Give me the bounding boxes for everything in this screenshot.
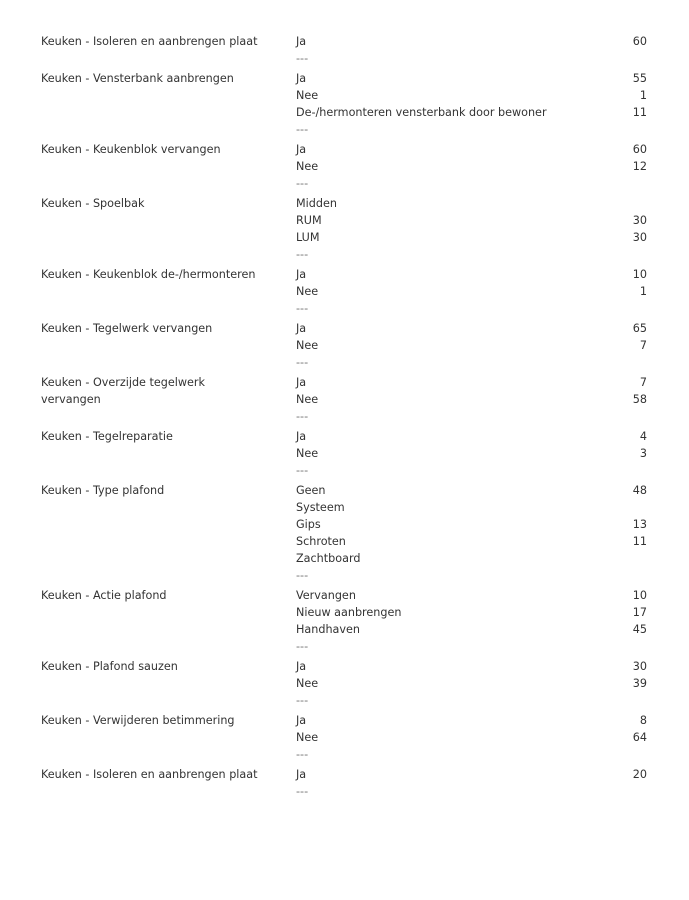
separator: --- bbox=[296, 464, 309, 477]
question-block bbox=[41, 658, 647, 712]
answer-row bbox=[296, 229, 647, 246]
answer-count: 12 bbox=[632, 160, 647, 173]
answer-row bbox=[296, 70, 647, 87]
answer-count: 58 bbox=[632, 393, 647, 406]
answer-row bbox=[296, 33, 647, 50]
question-label: Keuken - Plafond sauzen bbox=[41, 660, 178, 673]
answer-name: Vervangen bbox=[296, 589, 356, 602]
question-block bbox=[41, 482, 647, 587]
answer-count: 20 bbox=[632, 768, 647, 781]
question-block bbox=[41, 374, 647, 428]
answer-list bbox=[296, 482, 647, 587]
answer-row bbox=[296, 675, 647, 692]
answer-count: 10 bbox=[632, 268, 647, 281]
answer-name: Ja bbox=[296, 35, 307, 48]
answer-count: 55 bbox=[632, 72, 647, 85]
answer-name: Nee bbox=[296, 677, 319, 690]
answer-name: Ja bbox=[296, 768, 307, 781]
question-label: Keuken - Tegelwerk vervangen bbox=[41, 322, 213, 335]
results-list bbox=[41, 33, 647, 803]
answer-count: 13 bbox=[632, 518, 647, 531]
answer-row bbox=[296, 621, 647, 638]
answer-row bbox=[296, 445, 647, 462]
answer-count: 1 bbox=[639, 89, 647, 102]
answer-row bbox=[296, 587, 647, 604]
answer-row bbox=[296, 482, 647, 499]
question-label: Keuken - Keukenblok vervangen bbox=[41, 143, 221, 156]
answer-row bbox=[296, 374, 647, 391]
answer-count: 30 bbox=[632, 231, 647, 244]
separator: --- bbox=[296, 410, 309, 423]
separator: --- bbox=[296, 302, 309, 315]
answer-name: Schroten bbox=[296, 535, 346, 548]
answer-list bbox=[296, 374, 647, 428]
answer-count: 39 bbox=[632, 677, 647, 690]
answer-name: Nee bbox=[296, 89, 319, 102]
answer-row bbox=[296, 658, 647, 675]
separator: --- bbox=[296, 640, 309, 653]
answer-name: Systeem bbox=[296, 501, 345, 514]
answer-row bbox=[296, 337, 647, 354]
answer-row bbox=[296, 158, 647, 175]
answer-row bbox=[296, 195, 647, 212]
answer-count: 3 bbox=[639, 447, 647, 460]
question-block bbox=[41, 587, 647, 658]
answer-name: Gips bbox=[296, 518, 321, 531]
answer-name: Ja bbox=[296, 430, 307, 443]
answer-name: Nee bbox=[296, 160, 319, 173]
question-block bbox=[41, 320, 647, 374]
answer-count: 30 bbox=[632, 214, 647, 227]
separator: --- bbox=[296, 569, 309, 582]
answer-row bbox=[296, 729, 647, 746]
answer-row bbox=[296, 266, 647, 283]
answer-name: Zachtboard bbox=[296, 552, 361, 565]
answer-name: Ja bbox=[296, 660, 307, 673]
separator: --- bbox=[296, 52, 309, 65]
answer-name: Midden bbox=[296, 197, 337, 210]
answer-row bbox=[296, 712, 647, 729]
answer-count: 45 bbox=[632, 623, 647, 636]
answer-count: 1 bbox=[639, 285, 647, 298]
answer-name: Ja bbox=[296, 714, 307, 727]
answer-row bbox=[296, 283, 647, 300]
answer-row bbox=[296, 604, 647, 621]
answer-row bbox=[296, 320, 647, 337]
separator: --- bbox=[296, 248, 309, 261]
answer-row bbox=[296, 516, 647, 533]
answer-name: Nee bbox=[296, 447, 319, 460]
separator: --- bbox=[296, 123, 309, 136]
question-block bbox=[41, 428, 647, 482]
answer-name: Ja bbox=[296, 143, 307, 156]
answer-count: 65 bbox=[632, 322, 647, 335]
answer-list bbox=[296, 766, 647, 803]
answer-list bbox=[296, 658, 647, 712]
answer-name: Handhaven bbox=[296, 623, 361, 636]
answer-name: Nee bbox=[296, 285, 319, 298]
answer-name: Ja bbox=[296, 72, 307, 85]
question-block bbox=[41, 33, 647, 70]
separator: --- bbox=[296, 694, 309, 707]
question-block bbox=[41, 195, 647, 266]
answer-row bbox=[296, 391, 647, 408]
answer-name: RUM bbox=[296, 214, 322, 227]
answer-count: 48 bbox=[632, 484, 647, 497]
answer-name: LUM bbox=[296, 231, 320, 244]
answer-count: 10 bbox=[632, 589, 647, 602]
answer-row bbox=[296, 141, 647, 158]
answer-name: Nee bbox=[296, 731, 319, 744]
separator: --- bbox=[296, 177, 309, 190]
answer-row bbox=[296, 87, 647, 104]
separator: --- bbox=[296, 356, 309, 369]
question-block bbox=[41, 70, 647, 141]
question-block bbox=[41, 266, 647, 320]
answer-count: 7 bbox=[639, 339, 647, 352]
question-label: Keuken - Actie plafond bbox=[41, 589, 167, 602]
question-label: Keuken - Isoleren en aanbrengen plaat bbox=[41, 35, 258, 48]
answer-row bbox=[296, 212, 647, 229]
answer-count: 8 bbox=[639, 714, 647, 727]
answer-name: Nee bbox=[296, 339, 319, 352]
answer-list bbox=[296, 33, 647, 70]
answer-name: De-/hermonteren vensterbank door bewoner bbox=[296, 106, 547, 119]
answer-list bbox=[296, 428, 647, 482]
answer-name: Nee bbox=[296, 393, 319, 406]
answer-name: Ja bbox=[296, 376, 307, 389]
question-label: Keuken - Type plafond bbox=[41, 484, 165, 497]
answer-name: Ja bbox=[296, 268, 307, 281]
separator: --- bbox=[296, 785, 309, 798]
answer-count: 30 bbox=[632, 660, 647, 673]
answer-name: Geen bbox=[296, 484, 326, 497]
answer-list bbox=[296, 141, 647, 195]
answer-count: 7 bbox=[639, 376, 647, 389]
answer-row bbox=[296, 104, 647, 121]
answer-row bbox=[296, 550, 647, 567]
answer-count: 11 bbox=[632, 535, 647, 548]
answer-list bbox=[296, 70, 647, 141]
question-label: Keuken - Keukenblok de-/hermonteren bbox=[41, 268, 256, 281]
answer-count: 64 bbox=[632, 731, 647, 744]
answer-list bbox=[296, 712, 647, 766]
question-block bbox=[41, 766, 647, 803]
answer-list bbox=[296, 195, 647, 266]
answer-row bbox=[296, 533, 647, 550]
answer-count: 11 bbox=[632, 106, 647, 119]
answer-count: 60 bbox=[632, 35, 647, 48]
answer-count: 4 bbox=[639, 430, 647, 443]
question-block bbox=[41, 712, 647, 766]
answer-name: Ja bbox=[296, 322, 307, 335]
question-label: Keuken - Vensterbank aanbrengen bbox=[41, 72, 234, 85]
answer-list bbox=[296, 587, 647, 658]
question-label: Keuken - Isoleren en aanbrengen plaat bbox=[41, 768, 258, 781]
separator: --- bbox=[296, 748, 309, 761]
question-label: Keuken - Overzijde tegelwerk vervangen bbox=[41, 376, 205, 406]
answer-row bbox=[296, 766, 647, 783]
answer-list bbox=[296, 266, 647, 320]
question-label: Keuken - Spoelbak bbox=[41, 197, 145, 210]
answer-row bbox=[296, 428, 647, 445]
answer-count: 60 bbox=[632, 143, 647, 156]
question-label: Keuken - Tegelreparatie bbox=[41, 430, 173, 443]
question-label: Keuken - Verwijderen betimmering bbox=[41, 714, 235, 727]
answer-name: Nieuw aanbrengen bbox=[296, 606, 402, 619]
answer-list bbox=[296, 320, 647, 374]
answer-row bbox=[296, 499, 647, 516]
question-block bbox=[41, 141, 647, 195]
answer-count: 17 bbox=[632, 606, 647, 619]
